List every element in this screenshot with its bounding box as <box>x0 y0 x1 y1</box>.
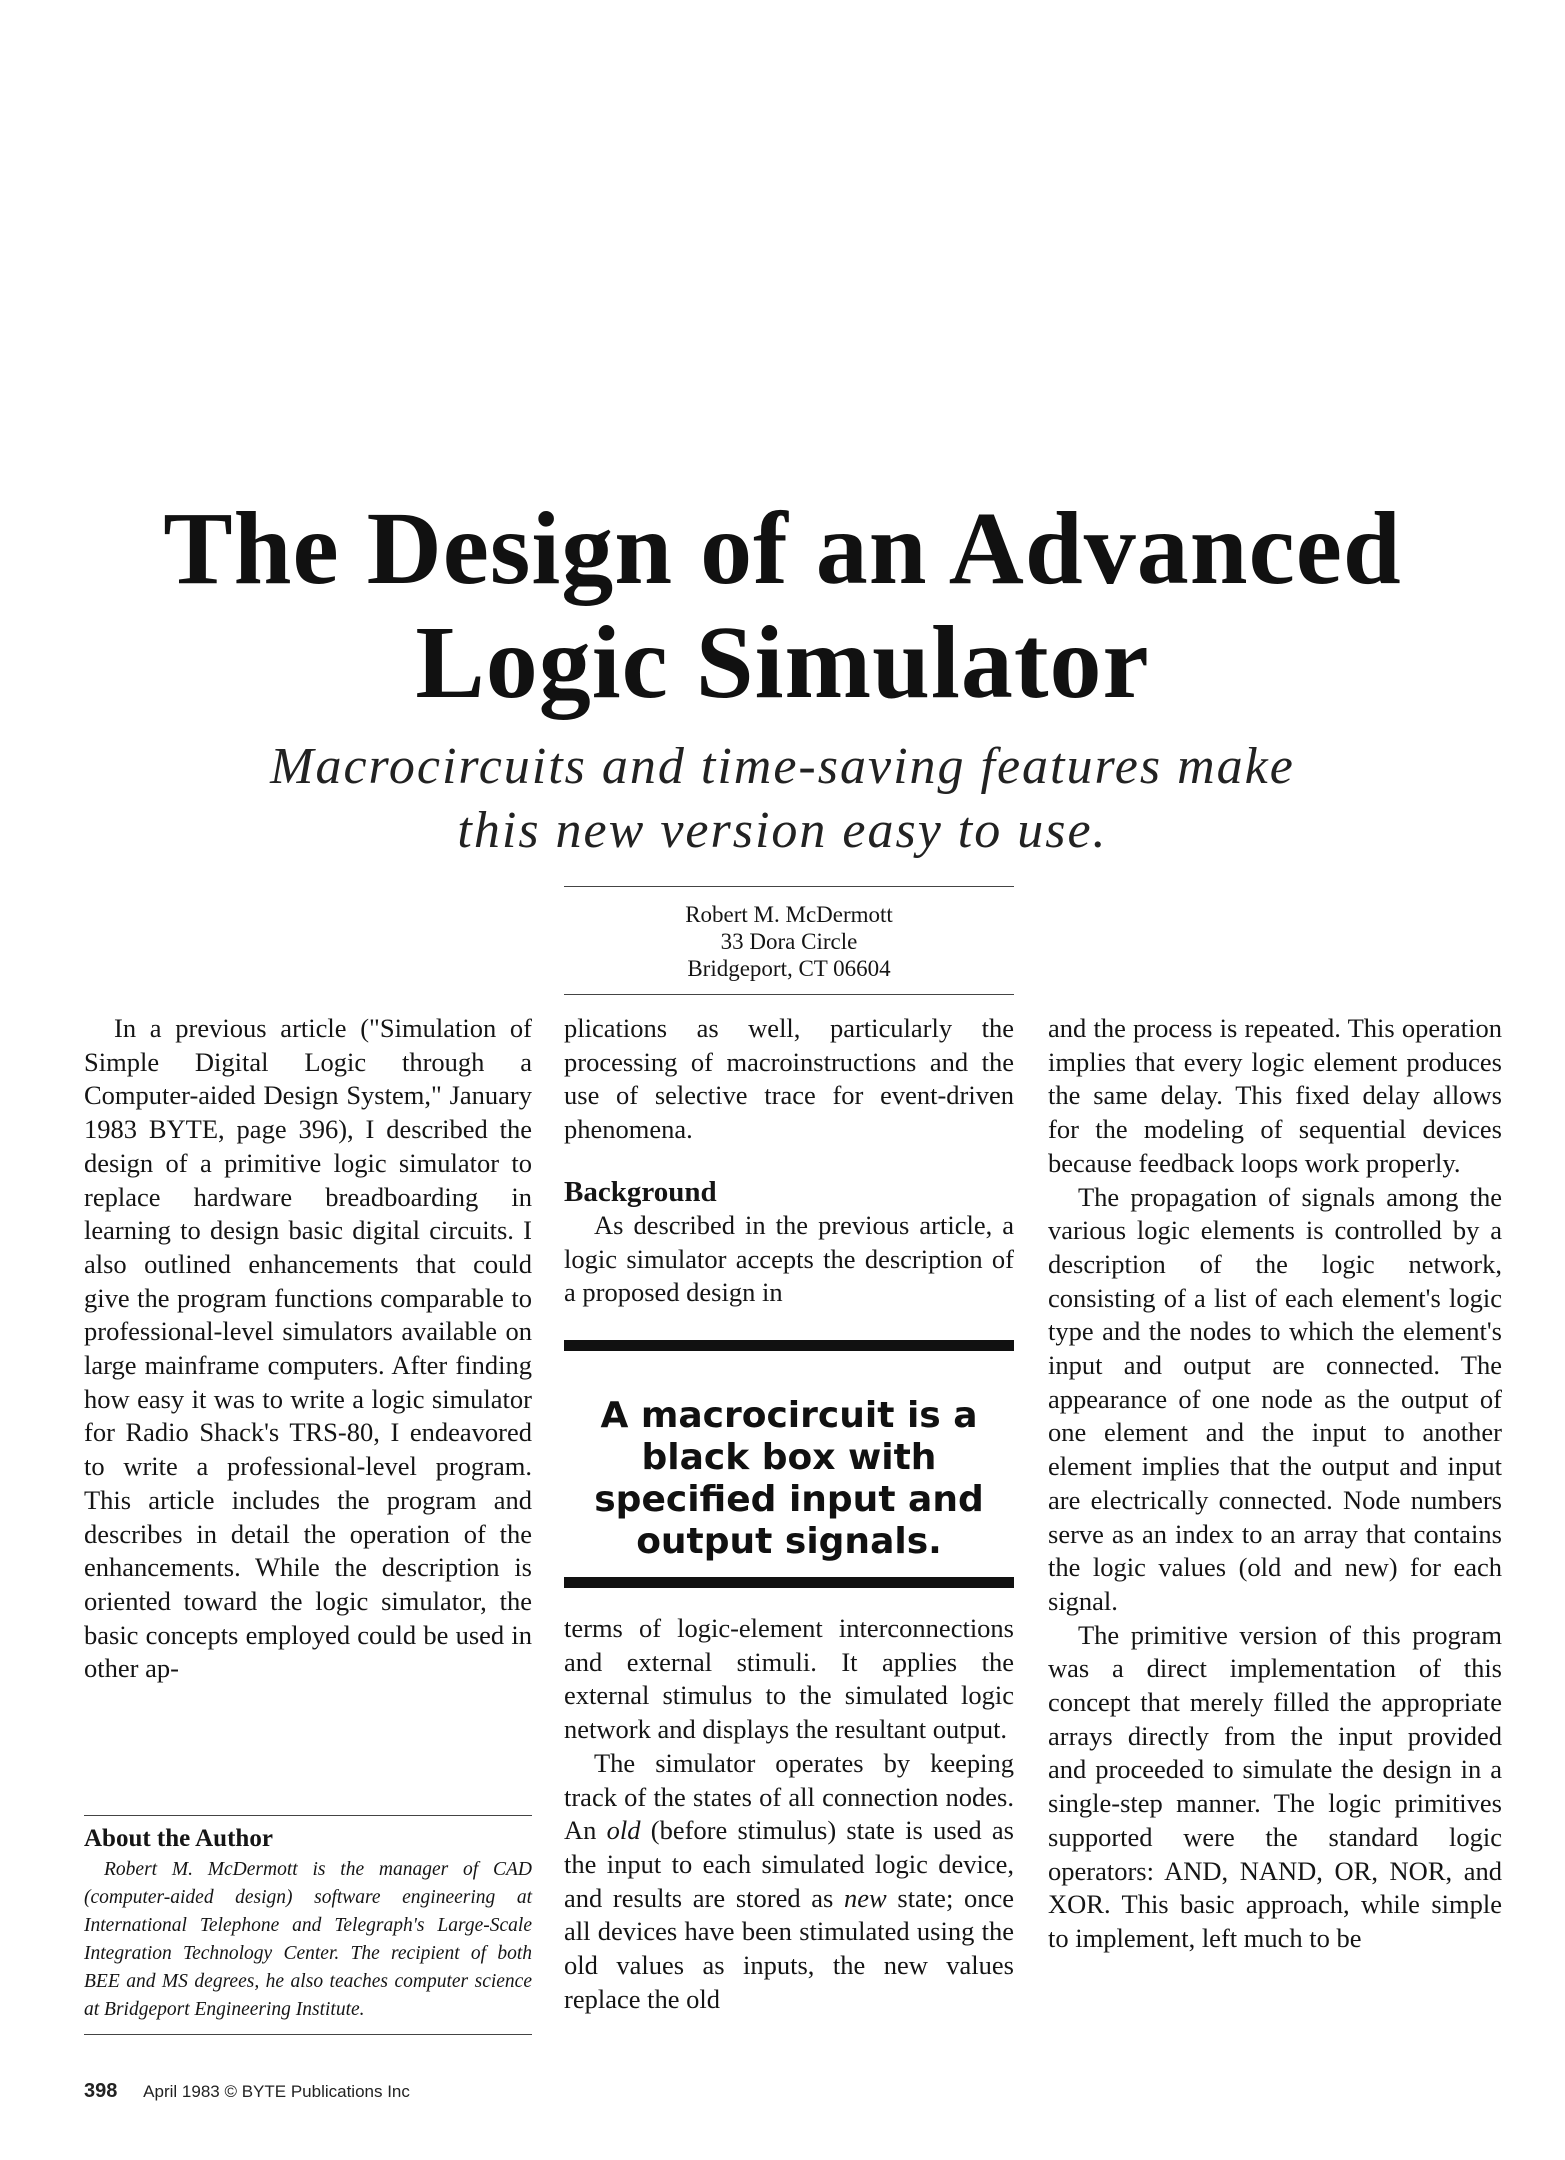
about-the-author-box <box>84 1815 532 2035</box>
column-2-bottom <box>564 1612 1014 2016</box>
title-line-2: Logic Simulator <box>415 605 1150 720</box>
paragraph-continuation-3: and the process is repeated. This operation implies that every logic element produces the same delay. This fixed delay allows for the modeling of sequential devices because feedback loops work properly. <box>1048 1013 1502 1178</box>
section-heading-background: Background <box>564 1175 717 1208</box>
old-term: old <box>606 1815 641 1846</box>
author-city: Bridgeport, CT 06604 <box>687 956 891 981</box>
pull-quote <box>564 1340 1014 1588</box>
article-subtitle <box>0 735 1565 863</box>
paragraph-continuation-2: terms of logic-element interconnections and external stimuli. It applies the external stimulus to the simulated logic network and displays the resultant output. <box>564 1613 1014 1745</box>
pull-quote-text: A macrocircuit is a black box with specified input and output signals. <box>594 1395 984 1562</box>
about-author-heading: About the Author <box>84 1825 273 1852</box>
intro-paragraph: In a previous article ("Simulation of Simple Digital Logic through a Computer-aided Design System," January 1983 BYTE, page 396), I described the design of a primitive logic simulator to replace hardware breadboarding in learning to design basic digital circuits. I also outlined enhancements that could give the program functions comparable to professional-level simulators available on large mainframe computers. After finding how easy it was to write a logic simulator for Radio Shack's TRS-80, I endeavored to write a professional-level program. This article includes the program and describes in detail the operation of the enhancements. While the description is oriented toward the logic simulator, the basic concepts employed could be used in other ap- <box>84 1013 532 1684</box>
simulator-text-b: (before stimulus) state is used as the input to each simulated logic device, and results are stored as <box>564 1815 1014 1913</box>
column-2-top <box>564 1012 1014 1310</box>
page-footer <box>84 2080 410 2103</box>
simulator-paragraph <box>564 1747 1014 2017</box>
author-name: Robert M. McDermott <box>685 902 893 927</box>
page-number: 398 <box>84 2080 118 2102</box>
subtitle-line-2: this new version easy to use. <box>457 802 1108 859</box>
new-term: new <box>844 1882 887 1913</box>
author-street: 33 Dora Circle <box>720 929 858 954</box>
issue-credit: April 1983 © BYTE Publications Inc <box>143 2082 410 2101</box>
about-author-text: Robert M. McDermott is the manager of CAD (computer-aided design) software engineering at International Telephone and Telegraph's Large-Scale Integration Technology Center. The recipient of both BEE and MS degrees, he also teaches computer science at Bridgeport Engineering Institute. <box>84 1859 532 2020</box>
title-line-1: The Design of an Advanced <box>163 491 1402 606</box>
simulator-text-a: The simulator operates by keeping track of the states of all connection nodes. An <box>564 1747 1014 1846</box>
column-1 <box>84 1012 532 1686</box>
byline <box>564 886 1014 995</box>
subtitle-line-1: Macrocircuits and time-saving features make <box>270 738 1295 795</box>
propagation-paragraph: The propagation of signals among the various logic elements is controlled by a description of the logic network, consisting of a list of each element's logic type and the nodes to which the element's input and output are connected. The appearance of one node as the output of one element and the input to another element implies that the output and input are electrically connected. Node numbers serve as an index to an array that contains the logic values (old and new) for each signal. <box>1048 1181 1502 1616</box>
article-title <box>0 492 1565 720</box>
simulator-text-c: state; once all devices have been stimulated using the old values as inputs, the new values replace the old <box>564 1882 1014 2014</box>
primitive-version-paragraph: The primitive version of this program was a direct implementation of this concept that merely filled the appropriate arrays directly from the input provided and proceeded to simulate the design in a single-step manner. The logic primitives supported were the standard logic operators: AND, NAND, OR, NOR, and XOR. This basic approach, while simple to implement, left much to be <box>1048 1619 1502 1953</box>
background-paragraph: As described in the previous article, a logic simulator accepts the description of a proposed design in <box>564 1209 1014 1308</box>
column-3 <box>1048 1012 1502 1956</box>
paragraph-continuation: plications as well, particularly the processing of macroinstructions and the use of selective trace for event-driven phenomena. <box>564 1013 1014 1145</box>
